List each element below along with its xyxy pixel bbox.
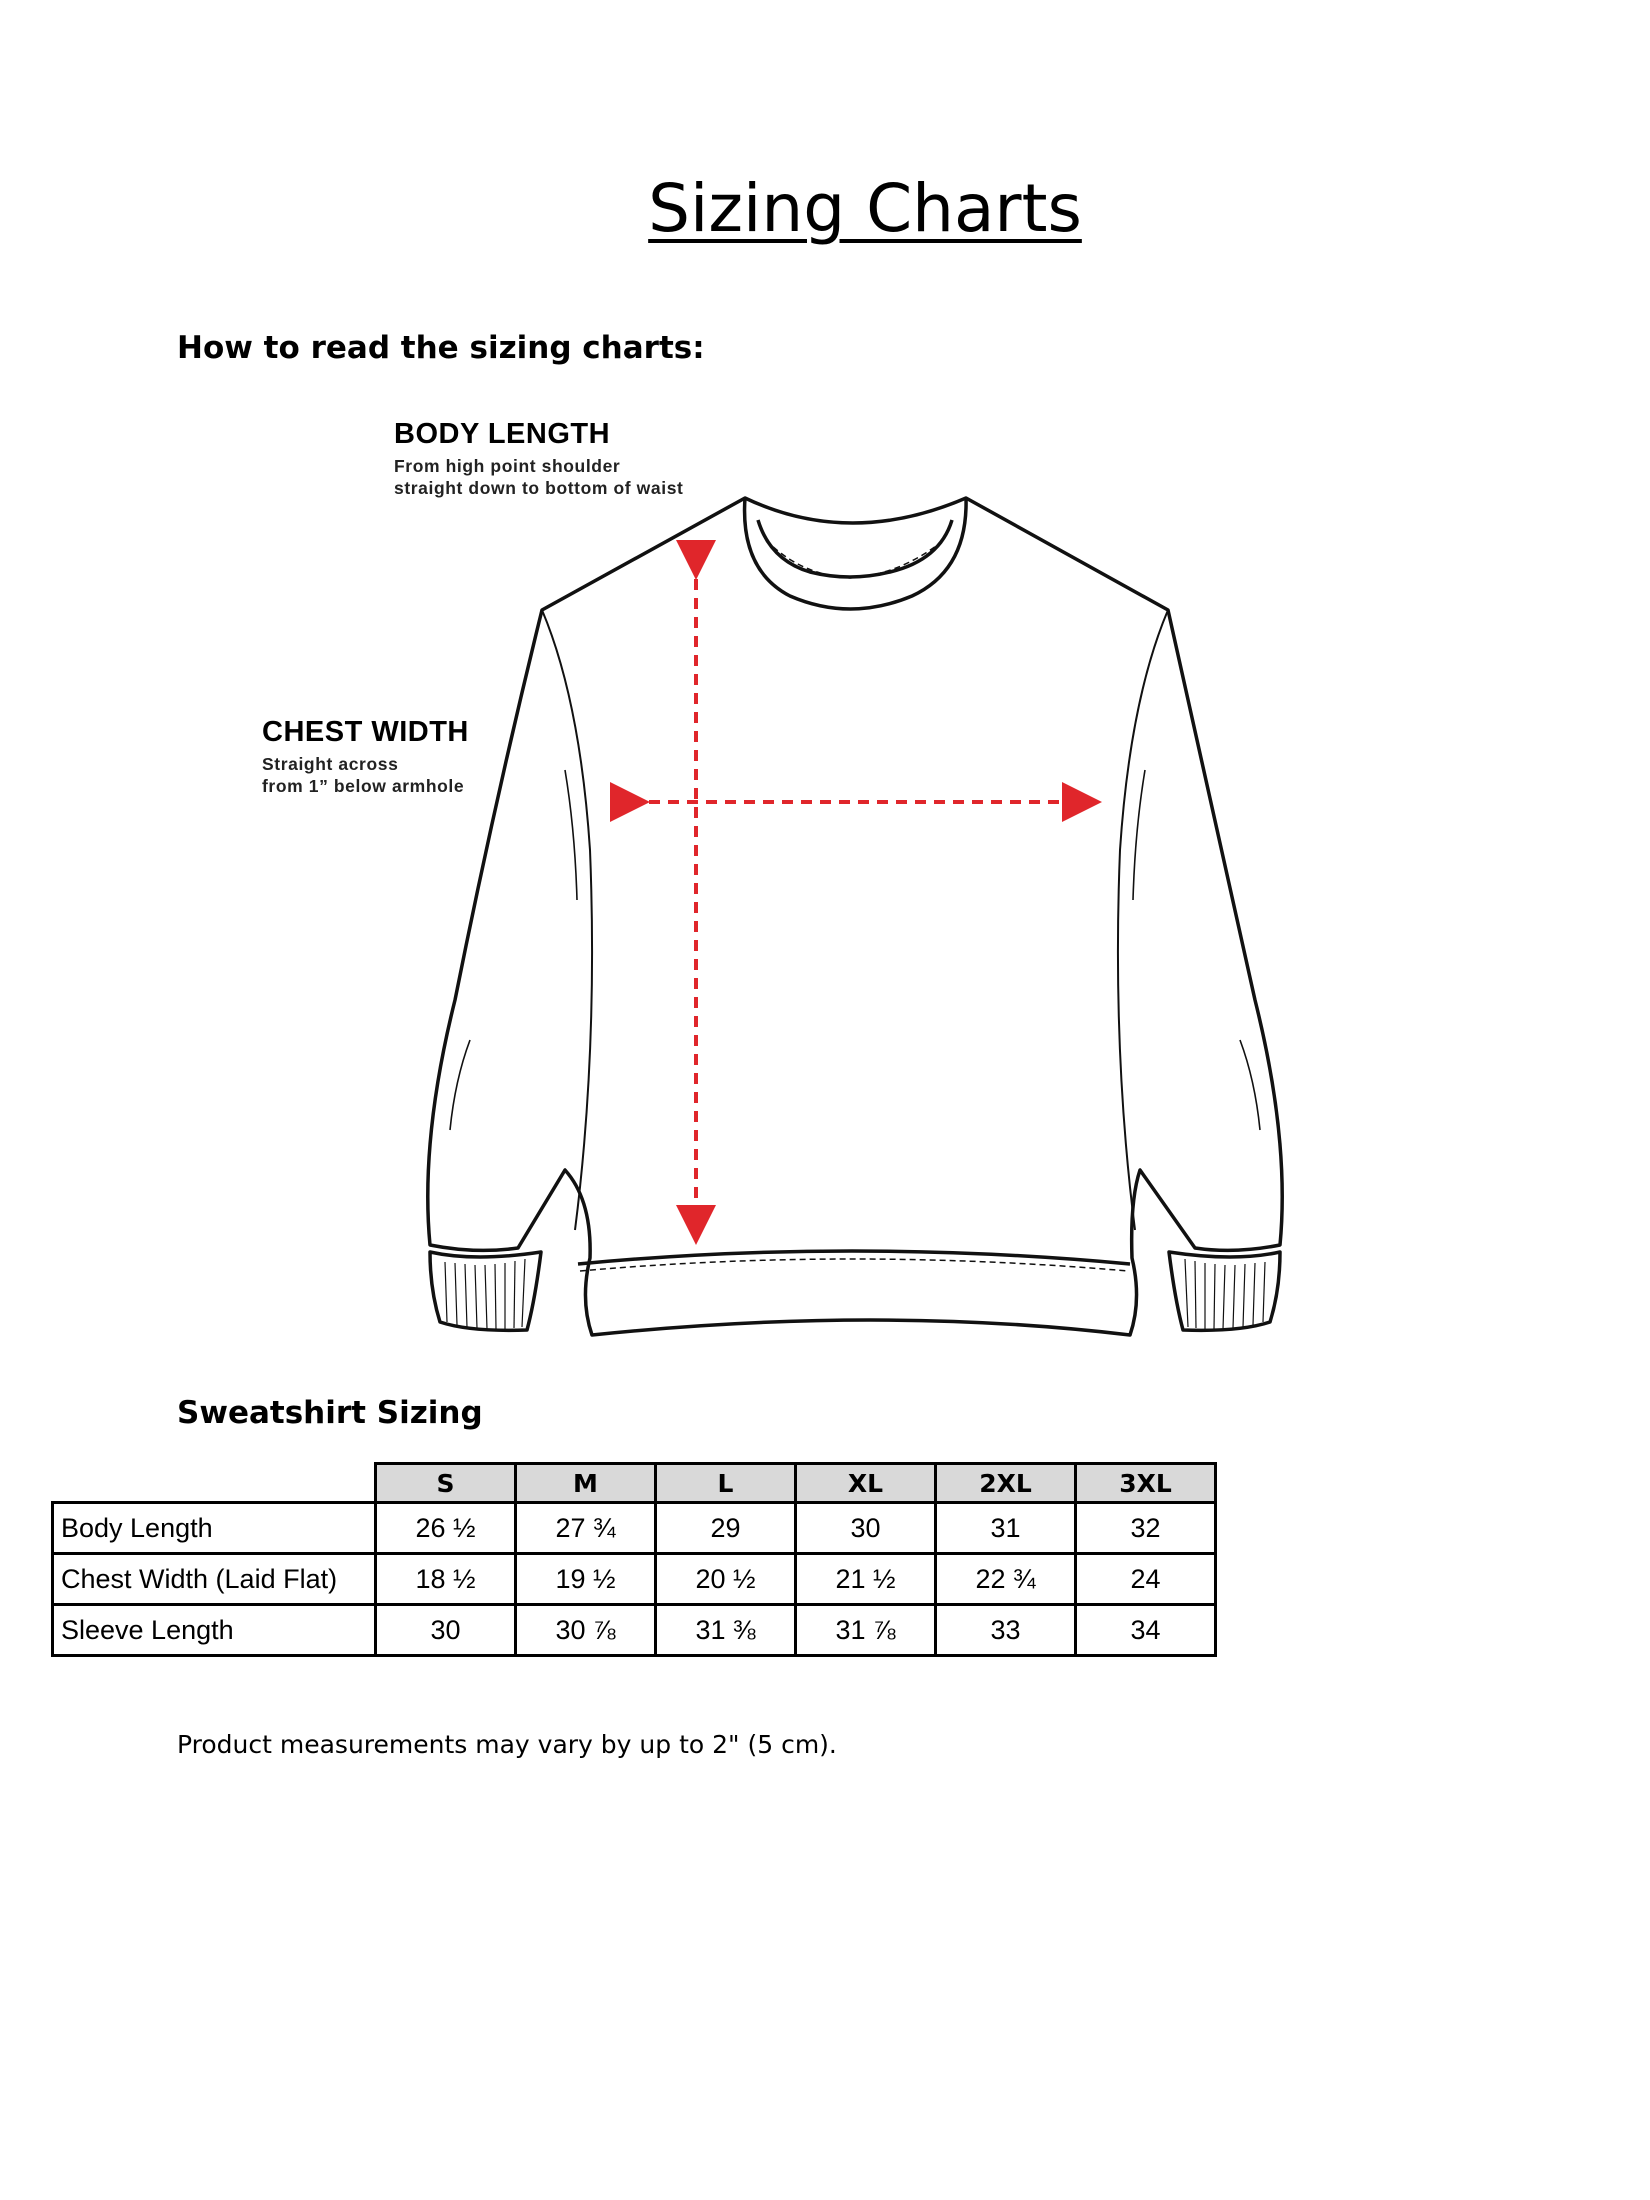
table-header-row [53, 1464, 1216, 1503]
table-row [53, 1503, 1216, 1554]
table-corner [53, 1464, 376, 1503]
table-cell: 31 ⅜ [656, 1605, 796, 1656]
chest-width-label: CHEST WIDTH [262, 716, 469, 748]
row-label: Chest Width (Laid Flat) [53, 1554, 376, 1605]
body-length-desc: From high point shoulder [394, 456, 621, 476]
table-cell: 30 [376, 1605, 516, 1656]
table-cell: 31 [936, 1503, 1076, 1554]
table-cell: 22 ¾ [936, 1554, 1076, 1605]
table-cell: 18 ½ [376, 1554, 516, 1605]
chest-width-desc: from 1” below armhole [262, 776, 465, 796]
row-label: Body Length [53, 1503, 376, 1554]
table-cell: 33 [936, 1605, 1076, 1656]
table-cell: 21 ½ [796, 1554, 936, 1605]
table-cell: 30 [796, 1503, 936, 1554]
size-header: L [656, 1464, 796, 1503]
size-header: XL [796, 1464, 936, 1503]
row-label: Sleeve Length [53, 1605, 376, 1656]
table-cell: 20 ½ [656, 1554, 796, 1605]
body-length-desc: straight down to bottom of waist [394, 478, 684, 498]
sweatshirt-outline [428, 498, 1282, 1335]
page-title: Sizing Charts [648, 170, 1082, 247]
table-row [53, 1554, 1216, 1605]
table-cell: 34 [1076, 1605, 1216, 1656]
table-cell: 29 [656, 1503, 796, 1554]
table-cell: 32 [1076, 1503, 1216, 1554]
chest-width-desc: Straight across [262, 754, 399, 774]
size-header: 2XL [936, 1464, 1076, 1503]
size-header: S [376, 1464, 516, 1503]
table-cell: 31 ⅞ [796, 1605, 936, 1656]
size-header: 3XL [1076, 1464, 1216, 1503]
table-cell: 19 ½ [516, 1554, 656, 1605]
table-cell: 30 ⅞ [516, 1605, 656, 1656]
table-cell: 24 [1076, 1554, 1216, 1605]
measurement-footnote: Product measurements may vary by up to 2" (5 cm). [177, 1730, 837, 1759]
sweatshirt-sizing-heading: Sweatshirt Sizing [177, 1395, 483, 1431]
table-row [53, 1605, 1216, 1656]
how-to-heading: How to read the sizing charts: [177, 330, 705, 366]
sizing-table [51, 1462, 1217, 1657]
table-cell: 26 ½ [376, 1503, 516, 1554]
table-cell: 27 ¾ [516, 1503, 656, 1554]
body-length-label: BODY LENGTH [394, 418, 611, 450]
size-header: M [516, 1464, 656, 1503]
